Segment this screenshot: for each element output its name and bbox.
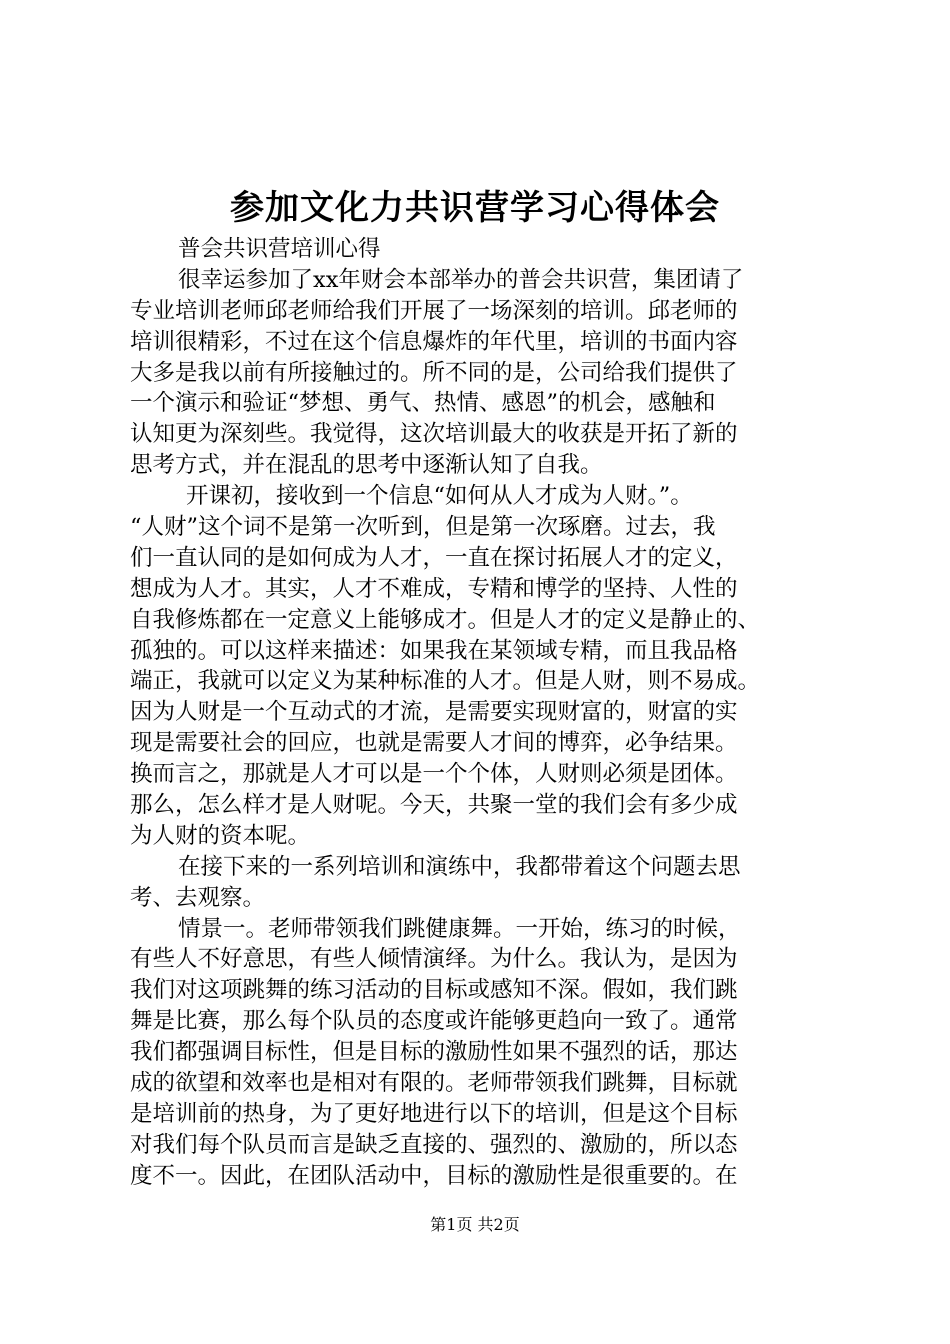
text-line: 现是需要社会的回应，也就是需要人才间的博弈，必争结果。 bbox=[130, 730, 738, 757]
text-line: 是培训前的热身，为了更好地进行以下的培训，但是这个目标 bbox=[130, 1100, 738, 1127]
text-line: 孤独的。可以这样来描述：如果我在某领域专精，而且我品格 bbox=[130, 637, 738, 664]
page-footer: 第1页 共2页 bbox=[430, 1215, 520, 1234]
text-line: 思考方式，并在混乱的思考中逐渐认知了自我。 bbox=[130, 452, 603, 479]
text-line: 因为人财是一个互动式的才流，是需要实现财富的，财富的实 bbox=[130, 699, 738, 726]
text-line: 情景一。老师带领我们跳健康舞。一开始，练习的时候， bbox=[178, 915, 741, 942]
text-line: 一个演示和验证“梦想、勇气、热情、感恩”的机会，感触和 bbox=[130, 390, 716, 417]
text-line: 为人财的资本呢。 bbox=[130, 822, 311, 849]
text-line: 我们都强调目标性，但是目标的激励性如果不强烈的话，那达 bbox=[130, 1039, 738, 1066]
text-line: 舞是比赛，那么每个队员的态度或许能够更趋向一致了。通常 bbox=[130, 1008, 738, 1035]
text-line: 普会共识营培训心得 bbox=[178, 236, 381, 262]
text-line: 培训很精彩，不过在这个信息爆炸的年代里，培训的书面内容 bbox=[130, 328, 738, 355]
text-line: 端正，我就可以定义为某种标准的人才。但是人财，则不易成。 bbox=[130, 668, 761, 695]
text-line: 在接下来的一系列培训和演练中，我都带着这个问题去思 bbox=[178, 853, 741, 880]
text-line: 成的欲望和效率也是相对有限的。老师带领我们跳舞，目标就 bbox=[130, 1070, 738, 1097]
text-line: 开课初，接收到一个信息“如何从人才成为人财。”。 bbox=[186, 483, 693, 510]
text-line: 专业培训老师邱老师给我们开展了一场深刻的培训。邱老师的 bbox=[130, 297, 738, 324]
text-line: 对我们每个队员而言是缺乏直接的、强烈的、激励的，所以态 bbox=[130, 1131, 738, 1158]
text-line: 换而言之，那就是人才可以是一个个体，人财则必须是团体。 bbox=[130, 761, 738, 788]
text-line: 那么，怎么样才是人财呢。今天，共聚一堂的我们会有多少成 bbox=[130, 792, 738, 819]
text-line: 大多是我以前有所接触过的。所不同的是，公司给我们提供了 bbox=[130, 359, 738, 386]
text-line: 自我修炼都在一定意义上能够成才。但是人才的定义是静止的、 bbox=[130, 606, 761, 633]
document-body bbox=[130, 234, 830, 1192]
document-title: 参加文化力共识营学习心得体会 bbox=[230, 188, 720, 228]
text-line: 认知更为深刻些。我觉得，这次培训最大的收获是开拓了新的 bbox=[130, 421, 738, 448]
text-line: 们一直认同的是如何成为人才，一直在探讨拓展人才的定义， bbox=[130, 544, 738, 571]
text-line: 想成为人才。其实，人才不难成，专精和博学的坚持、人性的 bbox=[130, 575, 738, 602]
text-line: 有些人不好意思，有些人倾情演绎。为什么。我认为，是因为 bbox=[130, 946, 738, 973]
text-line: 度不一。因此，在团队活动中，目标的激励性是很重要的。在 bbox=[130, 1162, 738, 1189]
text-line: “人财”这个词不是第一次听到，但是第一次琢磨。过去，我 bbox=[130, 514, 716, 541]
text-line: 我们对这项跳舞的练习活动的目标或感知不深。假如，我们跳 bbox=[130, 977, 738, 1004]
text-line: 很幸运参加了xx年财会本部举办的普会共识营，集团请了 bbox=[178, 266, 744, 293]
text-line: 考、去观察。 bbox=[130, 884, 266, 911]
